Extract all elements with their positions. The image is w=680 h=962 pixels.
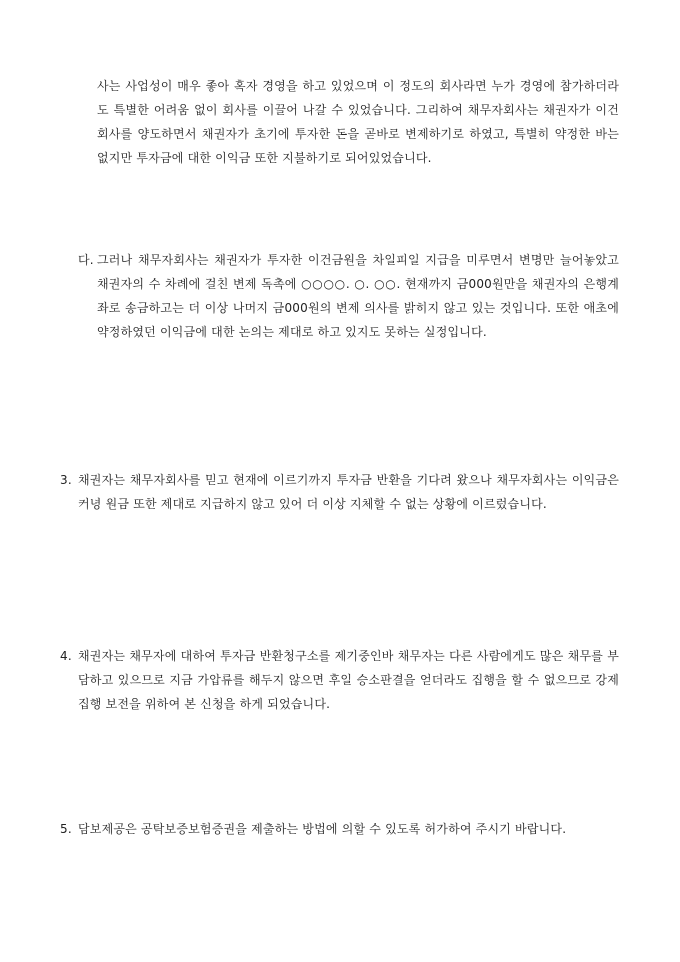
paragraph-3 — [60, 468, 619, 516]
paragraph-text: 채권자는 채무자회사를 믿고 현재에 이르기까지 투자금 반환을 기다려 왔으나 채무자회사는 이익금은커녕 원금 또한 제대로 지급하지 않고 있어 더 이상 지체할 수 없는 상황에 이르렀습니다. — [78, 473, 619, 511]
paragraph-continuation — [97, 74, 619, 170]
paragraph-text: 사는 사업성이 매우 좋아 혹자 경영을 하고 있었으며 이 정도의 회사라면 누가 경영에 참가하더라도 특별한 어려움 없이 회사를 이끌어 나갈 수 있었습니다. 그리하여 채무자회사는 채권자가 이건 회사를 양도하면서 채권자가 초기에 투자한 돈을 곧바로 변제하기로 하였고, 특별히 약정한 바는 없지만 투자금에 대한 이익금 또한 지불하기로 되어있었습니다. — [97, 79, 619, 165]
paragraph-marker: 다. — [78, 253, 94, 267]
paragraph-da — [78, 248, 619, 344]
paragraph-marker: 5. — [60, 822, 72, 836]
paragraph-marker: 3. — [60, 473, 72, 487]
paragraph-text: 채권자는 채무자에 대하여 투자금 반환청구소를 제기중인바 채무자는 다른 사람에게도 많은 채무를 부담하고 있으므로 지금 가압류를 해두지 않으면 후일 승소판결을 얻더라도 집행을 할 수 없으므로 강제집행 보전을 위하여 본 신청을 하게 되었습니다. — [78, 649, 619, 711]
paragraph-text: 그러나 채무자회사는 채권자가 투자한 이건금원을 차일피일 지급을 미루면서 변명만 늘어놓았고 채권자의 수 차례에 걸친 변제 독촉에 ○○○○. ○. ○○. 현재까지 금000원만을 채권자의 은행계좌로 송금하고는 더 이상 나머지 금000원의 변제 의사를 밝히지 않고 있는 것입니다. 또한 애초에 약정하였던 이익금에 대한 논의는 제대로 하고 있지도 못하는 실정입니다. — [97, 253, 619, 339]
paragraph-text: 담보제공은 공탁보증보험증권을 제출하는 방법에 의할 수 있도록 허가하여 주시기 바랍니다. — [78, 822, 567, 836]
paragraph-5 — [60, 817, 619, 841]
paragraph-4 — [60, 644, 619, 716]
paragraph-marker: 4. — [60, 649, 72, 663]
